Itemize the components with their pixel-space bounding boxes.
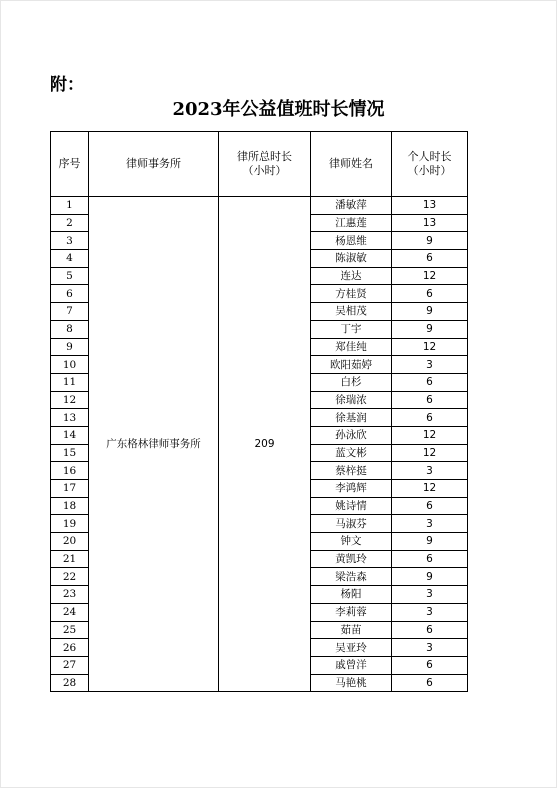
lawyer-name: 戚曾洋 [311,656,392,674]
personal-hours: 3 [392,639,468,657]
personal-hours: 9 [392,232,468,250]
row-seq: 15 [51,444,89,462]
lawyer-name: 黄凯玲 [311,550,392,568]
lawyer-name: 吴亚玲 [311,639,392,657]
firm-total-hours-cell: 209 [219,197,311,692]
personal-hours: 13 [392,214,468,232]
header-row [51,132,468,197]
hours-table [50,131,468,692]
personal-hours: 12 [392,444,468,462]
personal-hours: 12 [392,480,468,498]
header-lawyer-name: 律师姓名 [311,132,392,197]
row-seq: 25 [51,621,89,639]
personal-hours: 6 [392,621,468,639]
row-seq: 14 [51,426,89,444]
header-personal-hours-line1: 个人时长 [407,150,452,163]
lawyer-name: 白杉 [311,373,392,391]
lawyer-name: 郑佳纯 [311,338,392,356]
table-body [51,197,468,692]
lawyer-name: 马艳桃 [311,674,392,692]
personal-hours: 9 [392,320,468,338]
lawyer-name: 李鸿辉 [311,480,392,498]
personal-hours: 13 [392,197,468,215]
lawyer-name: 江惠莲 [311,214,392,232]
personal-hours: 3 [392,515,468,533]
row-seq: 16 [51,462,89,480]
personal-hours: 3 [392,462,468,480]
personal-hours: 3 [392,356,468,374]
row-seq: 4 [51,250,89,268]
attachment-label: 附： [50,75,84,95]
personal-hours: 9 [392,303,468,321]
personal-hours: 6 [392,285,468,303]
lawyer-name: 茹苗 [311,621,392,639]
header-firm-hours-line2: （小时） [242,164,287,177]
row-seq: 10 [51,356,89,374]
personal-hours: 6 [392,391,468,409]
row-seq: 1 [51,197,89,215]
row-seq: 21 [51,550,89,568]
lawyer-name: 潘敏萍 [311,197,392,215]
row-seq: 27 [51,656,89,674]
lawyer-name: 梁浩森 [311,568,392,586]
personal-hours: 3 [392,603,468,621]
row-seq: 9 [51,338,89,356]
row-seq: 28 [51,674,89,692]
row-seq: 17 [51,480,89,498]
lawyer-name: 丁宇 [311,320,392,338]
row-seq: 22 [51,568,89,586]
lawyer-name: 陈淑敏 [311,250,392,268]
lawyer-name: 李莉蓉 [311,603,392,621]
row-seq: 26 [51,639,89,657]
lawyer-name: 蓝文彬 [311,444,392,462]
lawyer-name: 钟文 [311,533,392,551]
lawyer-name: 姚诗情 [311,497,392,515]
personal-hours: 6 [392,656,468,674]
row-seq: 2 [51,214,89,232]
lawyer-name: 吴相茂 [311,303,392,321]
lawyer-name: 徐瑞浓 [311,391,392,409]
row-seq: 24 [51,603,89,621]
personal-hours: 12 [392,267,468,285]
lawyer-name: 蔡梓挺 [311,462,392,480]
table-row [51,197,468,215]
personal-hours: 6 [392,674,468,692]
row-seq: 20 [51,533,89,551]
document-title: 2023年公益值班时长情况 [172,99,385,120]
personal-hours: 6 [392,250,468,268]
header-firm-hours [219,132,311,197]
row-seq: 7 [51,303,89,321]
row-seq: 12 [51,391,89,409]
personal-hours: 12 [392,426,468,444]
personal-hours: 6 [392,550,468,568]
header-firm: 律师事务所 [89,132,219,197]
personal-hours: 3 [392,586,468,604]
row-seq: 19 [51,515,89,533]
lawyer-name: 方桂贤 [311,285,392,303]
lawyer-name: 徐基润 [311,409,392,427]
lawyer-name: 杨阳 [311,586,392,604]
row-seq: 13 [51,409,89,427]
firm-name-cell: 广东格林律师事务所 [89,197,219,692]
personal-hours: 6 [392,373,468,391]
row-seq: 18 [51,497,89,515]
header-seq: 序号 [51,132,89,197]
lawyer-name: 欧阳茹婷 [311,356,392,374]
personal-hours: 12 [392,338,468,356]
header-firm-hours-line1: 律所总时长 [237,150,292,163]
lawyer-name: 孙泳欣 [311,426,392,444]
personal-hours: 6 [392,497,468,515]
lawyer-name: 杨恩维 [311,232,392,250]
personal-hours: 9 [392,568,468,586]
row-seq: 8 [51,320,89,338]
row-seq: 3 [51,232,89,250]
personal-hours: 9 [392,533,468,551]
row-seq: 11 [51,373,89,391]
lawyer-name: 马淑芬 [311,515,392,533]
row-seq: 6 [51,285,89,303]
lawyer-name: 连达 [311,267,392,285]
row-seq: 5 [51,267,89,285]
personal-hours: 6 [392,409,468,427]
header-personal-hours-line2: （小时） [407,164,452,177]
header-personal-hours [392,132,468,197]
row-seq: 23 [51,586,89,604]
